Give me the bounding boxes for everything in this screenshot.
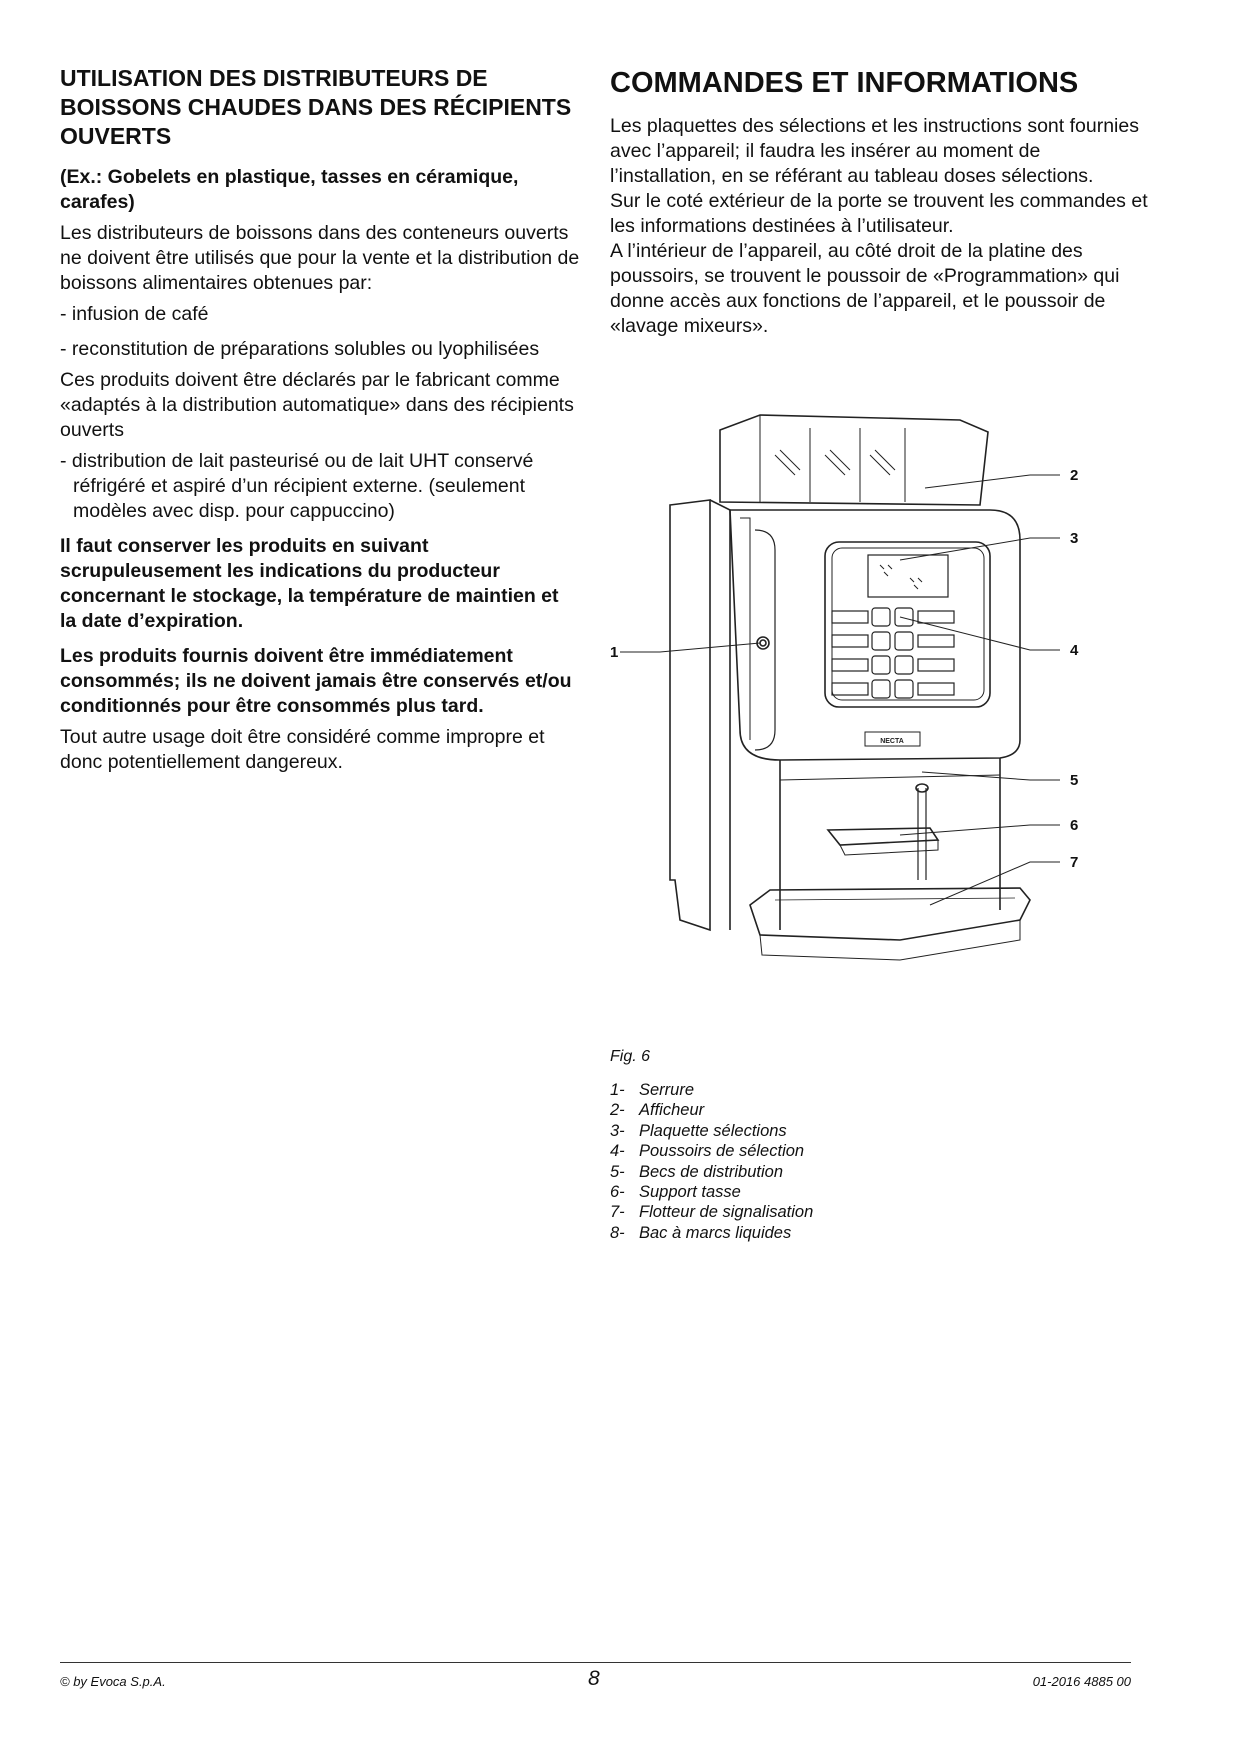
paragraph: A l’intérieur de l’appareil, au côté droit de la platine des poussoirs, se trouvent le poussoir de «Programmation» qui donne accès aux fonctions de l’appareil, et le poussoir de «lavage mixeurs». [610, 240, 1120, 337]
legend-item: 2- Afficheur [610, 1101, 705, 1120]
list-item: - reconstitution de préparations solubles ou lyophilisées [60, 338, 540, 360]
callout-number: 5 [1070, 772, 1079, 789]
document-code: 01-2016 4885 00 [1032, 1674, 1131, 1689]
section-title-right: COMMANDES ET INFORMATIONS [610, 67, 1079, 99]
section-title-left: UTILISATION DES DISTRIBUTEURS DE BOISSONS CHAUDES DANS DES RÉCIPIENTS OUVERTS [60, 65, 572, 149]
legend-item: 4- Poussoirs de sélection [610, 1142, 805, 1161]
footer-copyright: © by Evoca S.p.A. [60, 1674, 166, 1689]
legend-item: 6- Support tasse [610, 1183, 741, 1202]
legend-item: 5- Becs de distribution [610, 1162, 783, 1181]
paragraph: Ces produits doivent être déclarés par le fabricant comme «adaptés à la distribution automatique» dans des récipients ouverts [60, 369, 574, 441]
callout-number: 4 [1070, 642, 1079, 659]
legend-item: 8- Bac à marcs liquides [610, 1223, 792, 1242]
figure-caption: Fig. 6 [610, 1048, 651, 1065]
callout-number: 2 [1070, 467, 1079, 484]
left-column [60, 64, 580, 775]
paragraph: Sur le coté extérieur de la porte se trouvent les commandes et les informations destinées à l’utilisateur. [610, 190, 1148, 237]
legend-item: 1- Serrure [610, 1081, 695, 1099]
list-item: - distribution de lait pasteurisé ou de lait UHT conservé réfrigéré et aspiré d’un récipient externe. (seulement modèles avec disp. pour cappuccino) [60, 450, 534, 522]
footer-divider [60, 1662, 1131, 1663]
paragraph: Les plaquettes des sélections et les instructions sont fournies avec l’appareil; il faudra les insérer au moment de l’installation, en se référant au tableau doses sélections. [610, 115, 1139, 187]
paragraph: Les distributeurs de boissons dans des conteneurs ouverts ne doivent être utilisés que pour la vente et la distribution de boissons alimentaires obtenues par: [60, 222, 580, 294]
subtitle: (Ex.: Gobelets en plastique, tasses en céramique, carafes) [60, 166, 519, 213]
callout-number: 7 [1070, 854, 1079, 871]
legend-item: 7- Flotteur de signalisation [610, 1203, 814, 1222]
vending-machine-drawing [600, 410, 1160, 1030]
list-item: - infusion de café [60, 303, 209, 325]
machine-figure [600, 410, 1160, 1030]
callout-number: 6 [1070, 817, 1079, 834]
paragraph: Tout autre usage doit être considéré comme impropre et donc potentiellement dangereux. [60, 726, 545, 773]
warning-paragraph: Il faut conserver les produits en suivant scrupuleusement les indications du producteur concernant le stockage, la température de maintien et la date d’expiration. [60, 535, 559, 632]
figure-legend [610, 1080, 813, 1243]
callout-number: 1 [610, 644, 619, 661]
right-column [610, 64, 1150, 339]
legend-item: 3- Plaquette sélections [610, 1121, 787, 1140]
warning-paragraph: Les produits fournis doivent être immédiatement consommés; ils ne doivent jamais être conservés et/ou conditionnés pour être consommés plus tard. [60, 645, 572, 717]
callout-number: 3 [1070, 530, 1079, 547]
brand-logo: NECTA [880, 738, 904, 745]
page-number: 8 [588, 1667, 600, 1690]
